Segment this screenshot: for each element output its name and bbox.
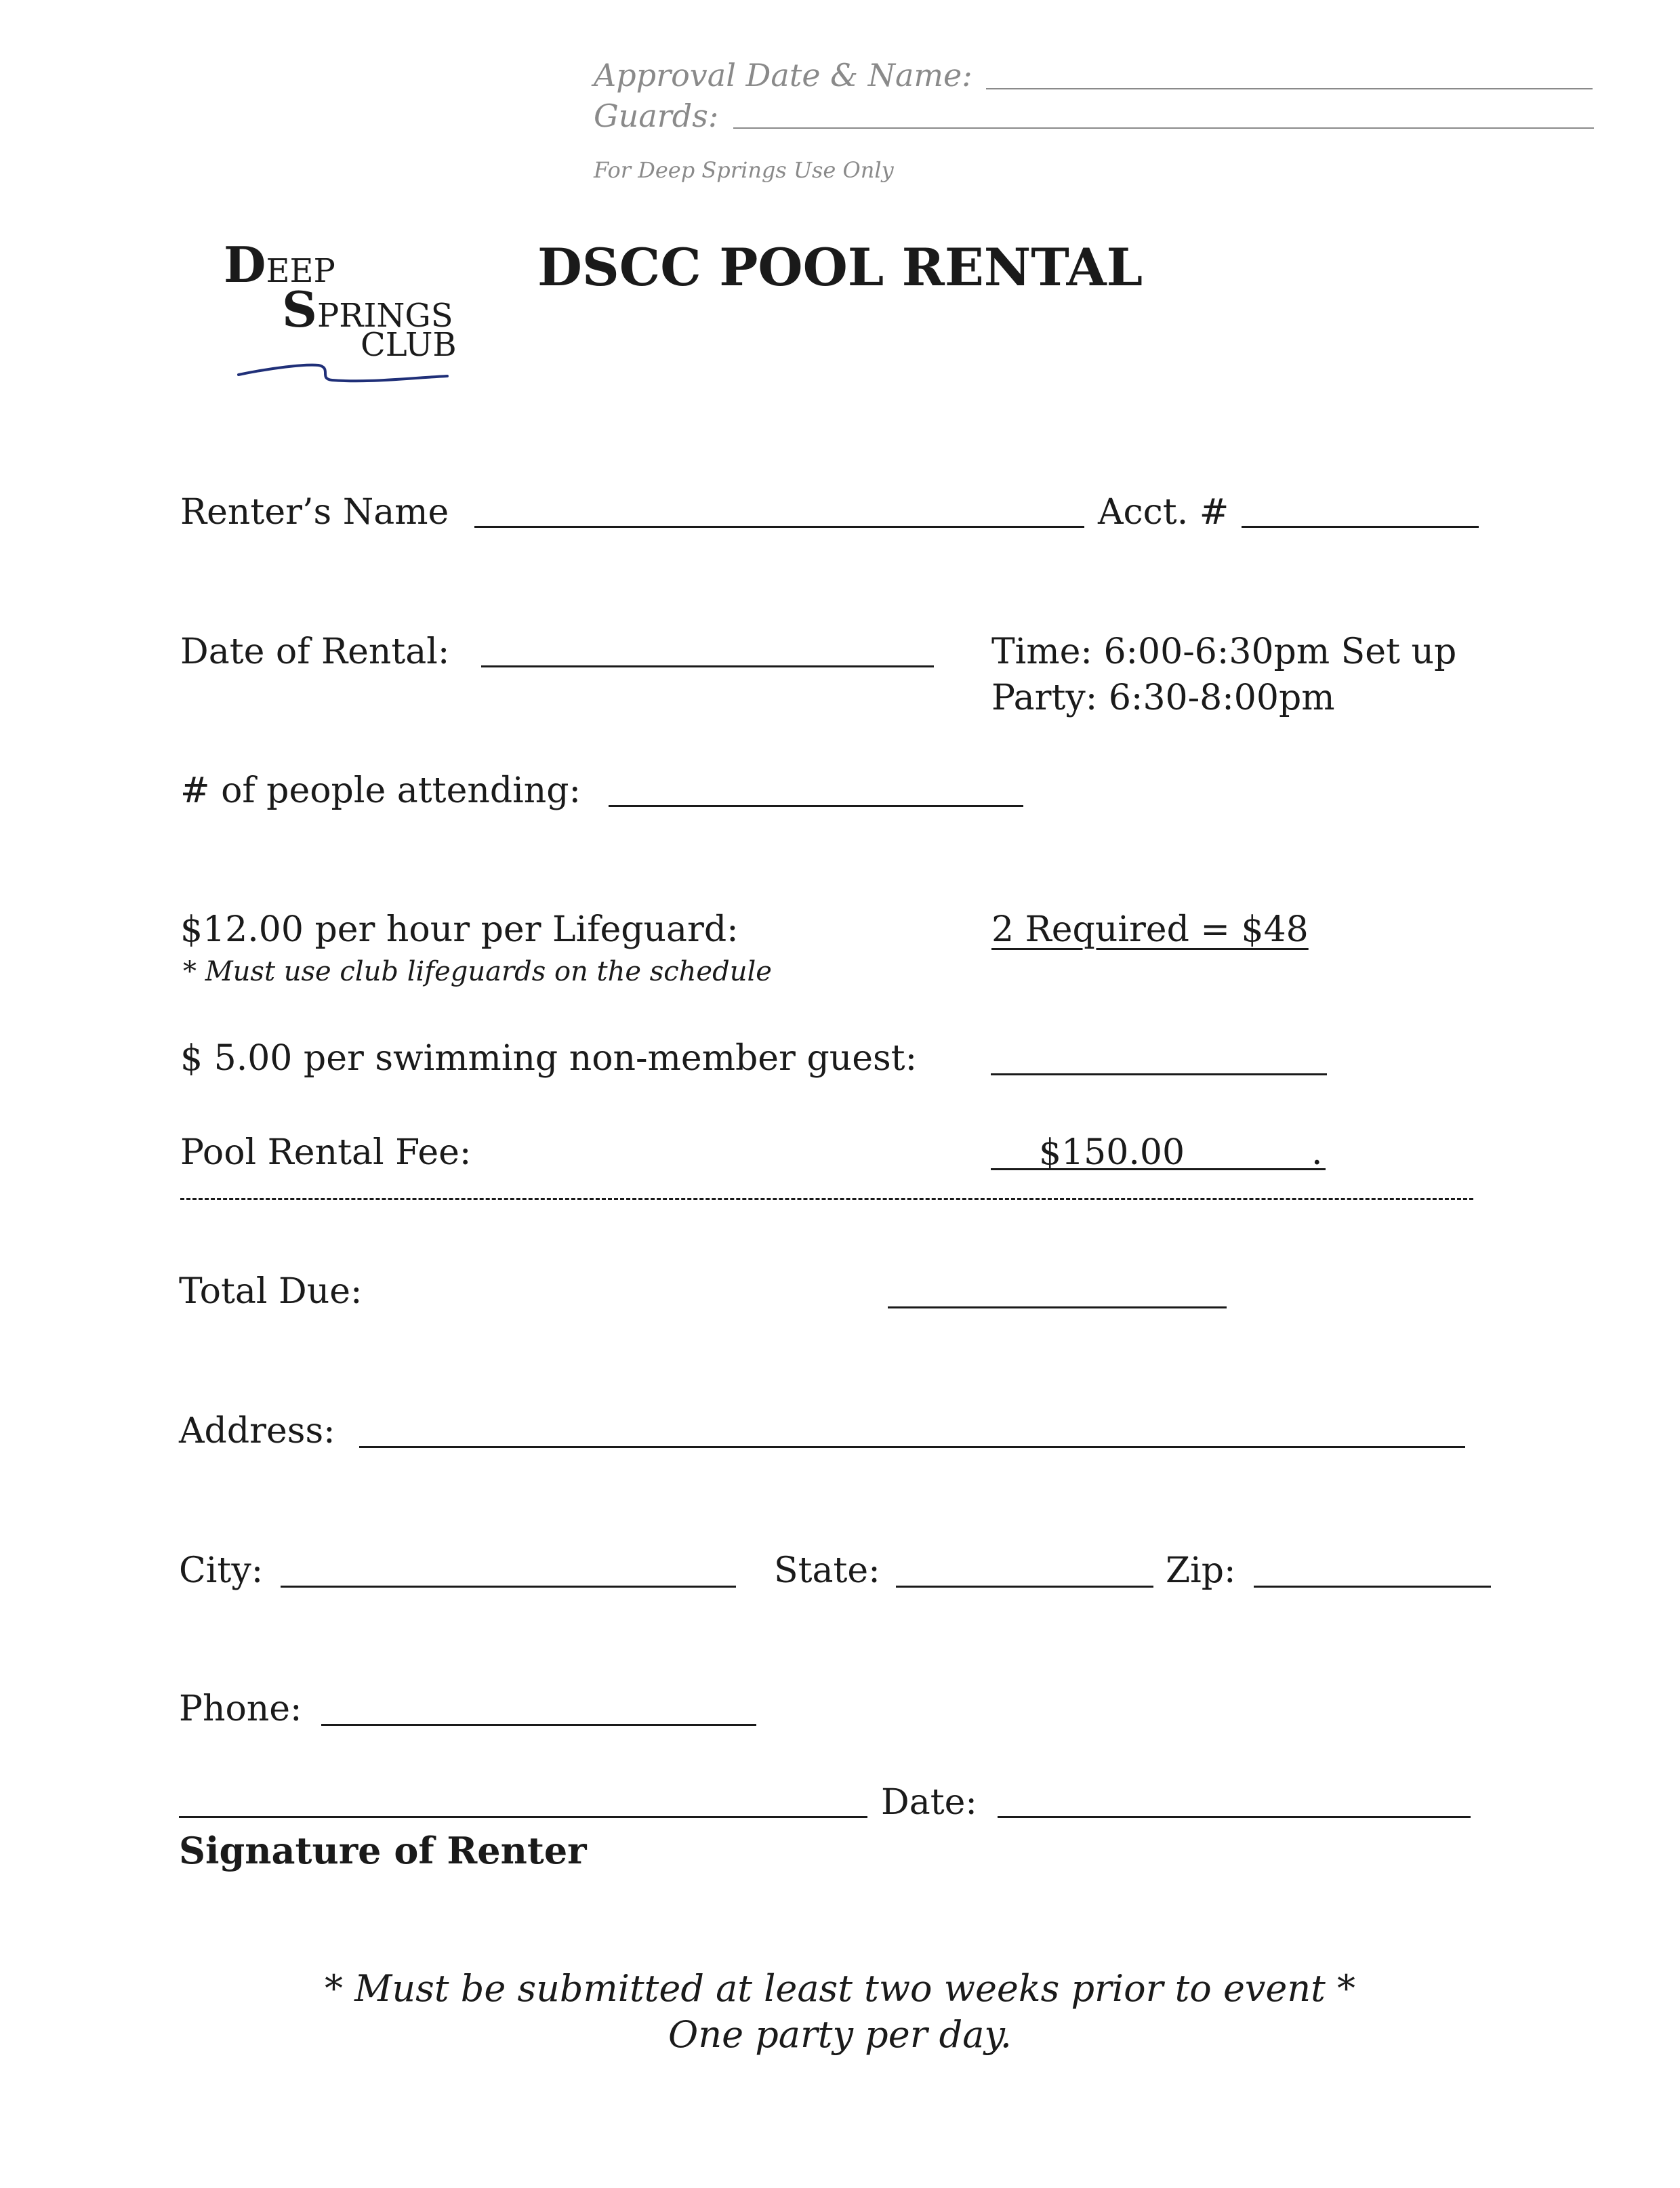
logo-wave-icon xyxy=(224,349,468,390)
rental-fee-label: Pool Rental Fee: xyxy=(180,1132,472,1173)
approval-line[interactable] xyxy=(986,88,1593,89)
lifeguard-rate-label: $12.00 per hour per Lifeguard: xyxy=(180,909,739,950)
renter-name-label: Renter’s Name xyxy=(180,492,449,533)
use-only-note: For Deep Springs Use Only xyxy=(594,157,894,183)
phone-field[interactable] xyxy=(321,1724,756,1726)
state-label: State: xyxy=(774,1550,880,1591)
footer-line-2: One party per day. xyxy=(668,2013,1012,2056)
logo-d-rest: EEP xyxy=(266,252,335,290)
dashed-divider xyxy=(180,1198,1473,1200)
guest-fee-label: $ 5.00 per swimming non-member guest: xyxy=(180,1038,918,1079)
party-text: Party: 6:30-8:00pm xyxy=(991,678,1335,718)
footer-line-1: * Must be submitted at least two weeks prior to event * xyxy=(324,1967,1356,2010)
logo-deep xyxy=(224,236,335,293)
zip-label: Zip: xyxy=(1166,1550,1236,1591)
guards-label: Guards: xyxy=(594,98,719,134)
signature-field[interactable] xyxy=(179,1816,867,1818)
logo-s-letter: S xyxy=(282,281,317,338)
people-attending-label: # of people attending: xyxy=(180,770,581,811)
page-title: DSCC POOL RENTAL xyxy=(537,237,1143,297)
state-field[interactable] xyxy=(896,1586,1153,1588)
address-label: Address: xyxy=(179,1411,335,1451)
phone-label: Phone: xyxy=(179,1689,302,1729)
date-of-rental-label: Date of Rental: xyxy=(180,632,450,672)
city-label: City: xyxy=(179,1550,264,1591)
logo-d-letter: D xyxy=(224,236,266,293)
rental-fee-value: $150.00 xyxy=(1039,1132,1185,1173)
signature-date-field[interactable] xyxy=(998,1816,1471,1818)
approval-label: Approval Date & Name: xyxy=(594,57,972,94)
time-text: Time: 6:00-6:30pm Set up xyxy=(991,632,1457,672)
lifeguard-required: 2 Required = $48 xyxy=(991,909,1309,950)
signature-label: Signature of Renter xyxy=(179,1829,587,1872)
date-of-rental-field[interactable] xyxy=(481,665,934,667)
acct-label: Acct. # xyxy=(1098,492,1229,533)
zip-field[interactable] xyxy=(1254,1586,1491,1588)
address-field[interactable] xyxy=(359,1446,1465,1448)
club-logo xyxy=(224,236,468,390)
rental-fee-underline xyxy=(991,1168,1326,1170)
signature-date-label: Date: xyxy=(881,1782,977,1823)
city-field[interactable] xyxy=(281,1586,736,1588)
lifeguard-note: * Must use club lifeguards on the schedule xyxy=(183,956,772,987)
rental-fee-period: . xyxy=(1311,1132,1323,1173)
acct-field[interactable] xyxy=(1242,526,1479,528)
total-due-label: Total Due: xyxy=(179,1271,363,1312)
total-due-field[interactable] xyxy=(888,1306,1227,1308)
renter-name-field[interactable] xyxy=(474,526,1084,528)
guards-line[interactable] xyxy=(733,127,1594,129)
guest-fee-field[interactable] xyxy=(991,1073,1327,1075)
logo-club: CLUB xyxy=(361,326,457,364)
people-attending-field[interactable] xyxy=(609,805,1023,807)
logo-s-rest: PRINGS xyxy=(317,297,453,335)
